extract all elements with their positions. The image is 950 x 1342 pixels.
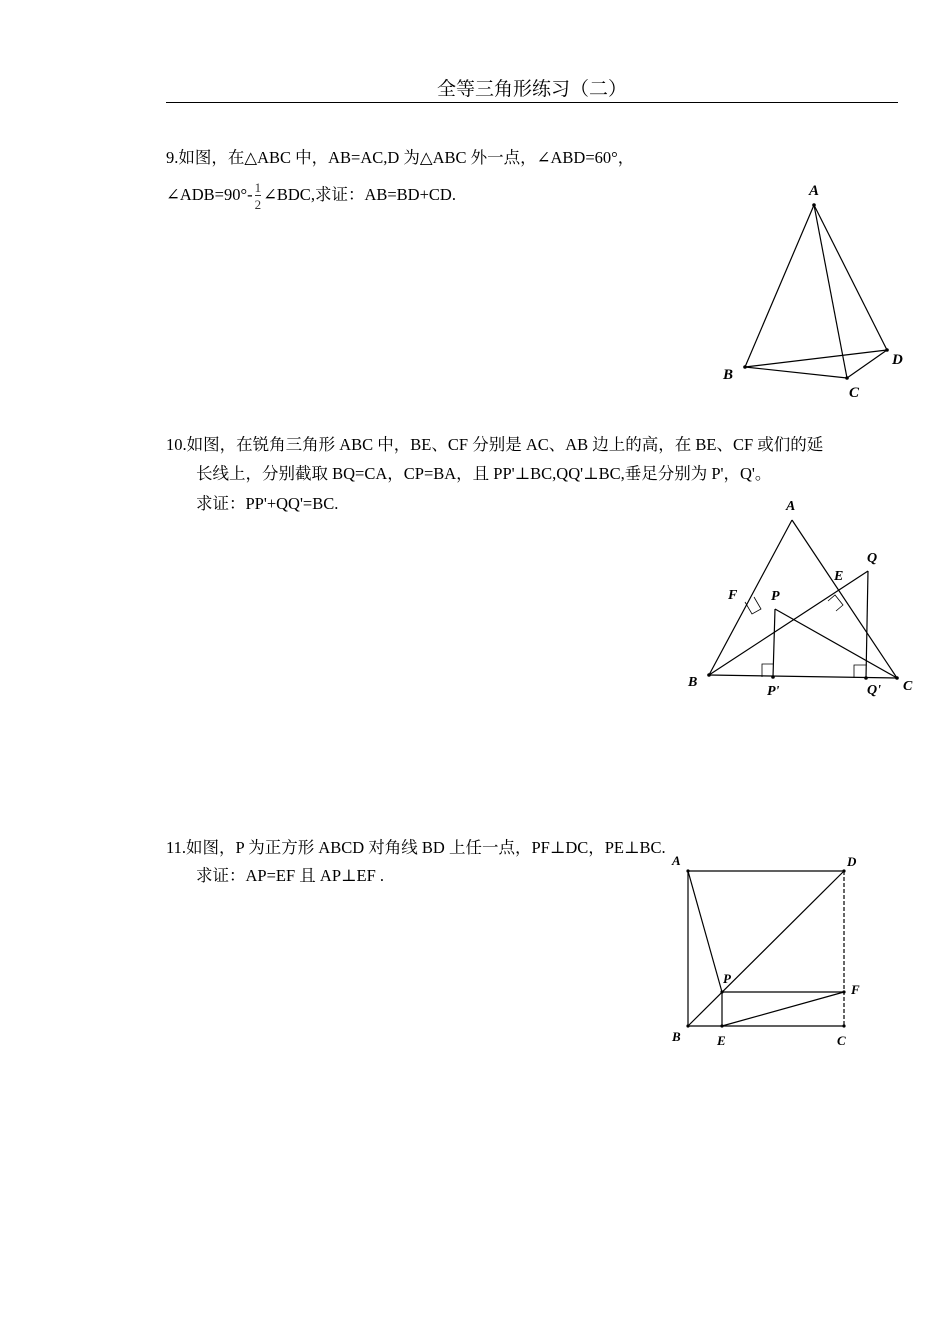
label-e: E bbox=[834, 569, 844, 584]
label-b: B bbox=[688, 675, 698, 690]
point-b bbox=[686, 1024, 689, 1027]
problem-10-line-1: 10.如图，在锐角三角形 ABC 中，BE、CF 分别是 AC、AB 边上的高，在 BE、CF 或们的延 bbox=[166, 435, 824, 454]
problem-11-line-2: 求证：AP=EF 且 AP⊥EF . bbox=[196, 866, 385, 885]
fraction-denominator: 2 bbox=[254, 197, 262, 213]
label-p: P bbox=[771, 589, 780, 604]
label-q-prime: Q' bbox=[867, 683, 881, 698]
label-f: F bbox=[728, 588, 738, 603]
segment-ap bbox=[688, 871, 722, 992]
label-e: E bbox=[717, 1033, 726, 1048]
label-a: A bbox=[809, 183, 820, 199]
label-p: P bbox=[723, 971, 731, 986]
segment-ef bbox=[722, 992, 844, 1026]
label-d: D bbox=[892, 352, 903, 368]
page-title: 全等三角形练习（二） bbox=[436, 79, 627, 100]
problem-10-line-2: 长线上，分别截取 BQ=CA，CP=BA，且 PP'⊥BC,QQ'⊥BC,垂足分别为 P'，Q'。 bbox=[196, 464, 772, 483]
label-c: C bbox=[837, 1033, 846, 1048]
problem-10-line-3: 求证：PP'+QQ'=BC. bbox=[196, 494, 339, 513]
problem-9-line-1: 9.如图，在△ABC 中，AB=AC,D 为△ABC 外一点，∠ABD=60°， bbox=[166, 148, 635, 167]
label-b: B bbox=[723, 367, 734, 383]
label-p-prime: P' bbox=[767, 684, 780, 699]
point-p bbox=[720, 990, 723, 993]
label-a: A bbox=[672, 853, 681, 868]
label-f: F bbox=[851, 982, 860, 997]
label-c: C bbox=[849, 385, 860, 401]
diagonal-bd bbox=[688, 871, 844, 1026]
point-e bbox=[720, 1024, 723, 1027]
point-d bbox=[842, 869, 845, 872]
label-b: B bbox=[672, 1029, 681, 1044]
point-c bbox=[842, 1024, 845, 1027]
point-a bbox=[686, 869, 689, 872]
label-q: Q bbox=[867, 551, 878, 566]
label-d: D bbox=[847, 854, 857, 869]
problem-9-line-2-pre: ∠ADB=90°- bbox=[166, 185, 253, 204]
point-f bbox=[842, 990, 845, 993]
problem-11-line-1: 11.如图，P 为正方形 ABCD 对角线 BD 上任一点，PF⊥DC，PE⊥BC. bbox=[166, 838, 666, 857]
fraction-numerator: 1 bbox=[254, 180, 262, 196]
problem-9-line-2-post: ∠BDC,求证：AB=BD+CD. bbox=[263, 185, 456, 204]
label-a: A bbox=[786, 499, 796, 514]
label-c: C bbox=[903, 679, 913, 694]
